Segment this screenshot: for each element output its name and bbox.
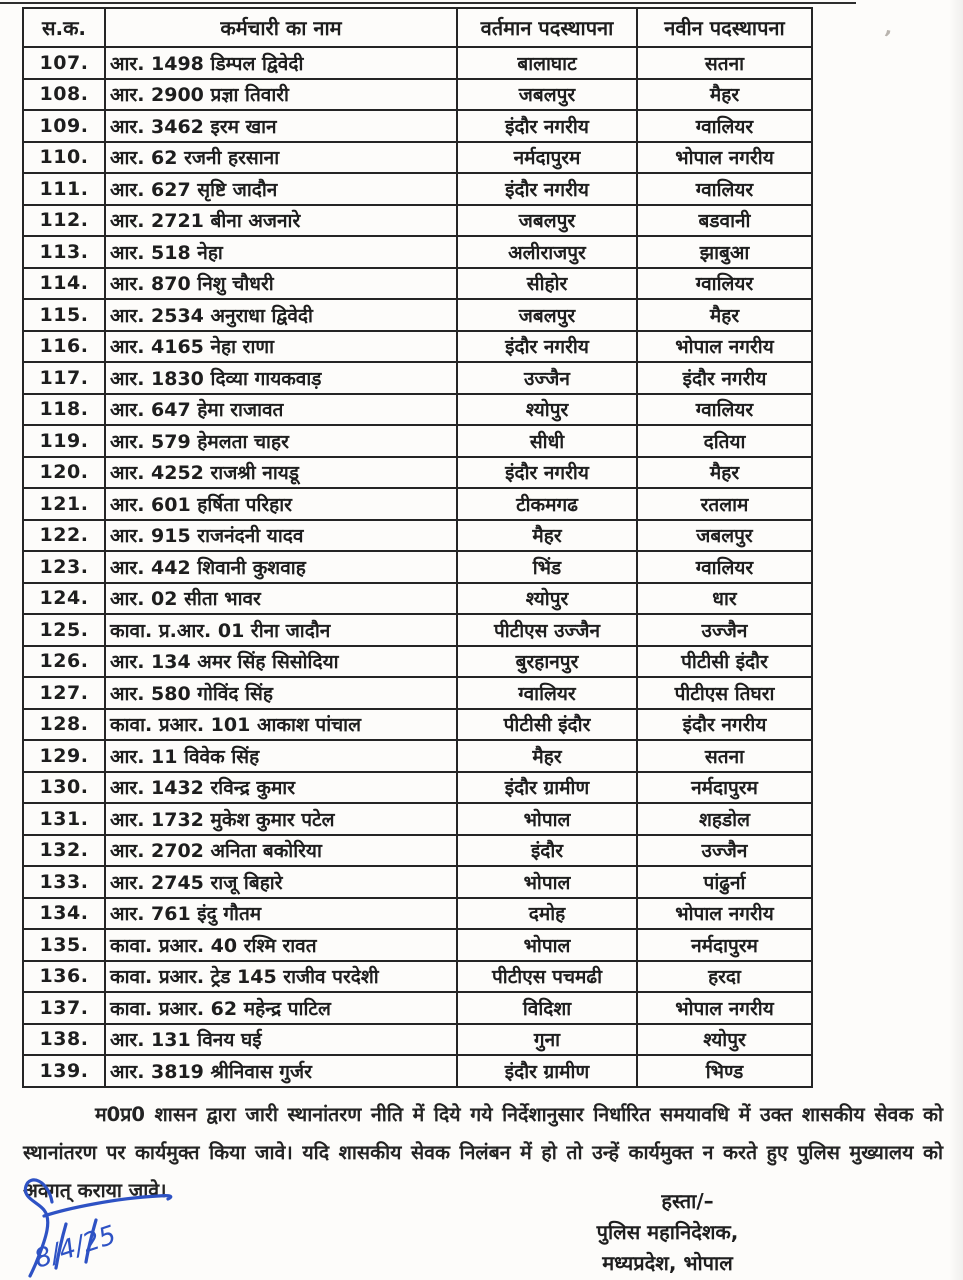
handwritten-date-text: 8/4/25 — [30, 1220, 120, 1275]
cell-new-posting: भोपाल नगरीय — [637, 142, 812, 174]
cell-serial: 118. — [23, 394, 105, 426]
cell-current-posting: विदिशा — [457, 992, 637, 1024]
cell-serial: 123. — [23, 551, 105, 583]
cell-serial: 126. — [23, 646, 105, 678]
table-row — [23, 929, 812, 961]
cell-current-posting: भोपाल — [457, 803, 637, 835]
cell-current-posting: टीकमगढ — [457, 488, 637, 520]
cell-current-posting: इंदौर नगरीय — [457, 457, 637, 489]
cell-new-posting: उज्जैन — [637, 614, 812, 646]
cell-new-posting: ग्वालियर — [637, 110, 812, 142]
table-row — [23, 709, 812, 741]
table-row — [23, 646, 812, 678]
cell-new-posting: श्योपुर — [637, 1024, 812, 1056]
cell-new-posting: शहडोल — [637, 803, 812, 835]
cell-serial: 137. — [23, 992, 105, 1024]
transfer-table — [22, 7, 813, 1088]
table-row — [23, 173, 812, 205]
signature-block — [555, 1186, 780, 1279]
header-current-posting: वर्तमान पदस्थापना — [457, 8, 637, 47]
cell-serial: 122. — [23, 520, 105, 552]
cell-new-posting: भिण्ड — [637, 1055, 812, 1087]
cell-new-posting: धार — [637, 583, 812, 615]
table-body — [23, 47, 812, 1087]
cell-serial: 125. — [23, 614, 105, 646]
cell-employee-name: आर. 11 विवेक सिंह — [105, 740, 457, 772]
cell-new-posting: पीटीएस तिघरा — [637, 677, 812, 709]
cell-serial: 114. — [23, 268, 105, 300]
table-row — [23, 362, 812, 394]
cell-serial: 107. — [23, 47, 105, 79]
cell-new-posting: बडवानी — [637, 205, 812, 237]
cell-serial: 115. — [23, 299, 105, 331]
cell-current-posting: जबलपुर — [457, 205, 637, 237]
cell-current-posting: भिंड — [457, 551, 637, 583]
cell-current-posting: भोपाल — [457, 929, 637, 961]
handwritten-signature — [8, 1172, 248, 1280]
cell-current-posting: इंदौर नगरीय — [457, 173, 637, 205]
header-new-posting: नवीन पदस्थापना — [637, 8, 812, 47]
cell-serial: 134. — [23, 898, 105, 930]
cell-employee-name: आर. 131 विनय घई — [105, 1024, 457, 1056]
table-row — [23, 299, 812, 331]
table-row — [23, 457, 812, 489]
table-row — [23, 488, 812, 520]
scan-top-line — [0, 2, 856, 4]
cell-current-posting: इंदौर ग्रामीण — [457, 1055, 637, 1087]
cell-current-posting: इंदौर ग्रामीण — [457, 772, 637, 804]
cell-current-posting: जबलपुर — [457, 79, 637, 111]
cell-current-posting: पीटीसी इंदौर — [457, 709, 637, 741]
cell-serial: 136. — [23, 961, 105, 993]
cell-new-posting: झाबुआ — [637, 236, 812, 268]
cell-serial: 128. — [23, 709, 105, 741]
table-row — [23, 961, 812, 993]
cell-current-posting: दमोह — [457, 898, 637, 930]
header-employee-name: कर्मचारी का नाम — [105, 8, 457, 47]
signatory-title: पुलिस महानिदेशक, — [596, 1220, 739, 1244]
cell-employee-name: आर. 2702 अनिता बकोरिया — [105, 835, 457, 867]
table-row — [23, 898, 812, 930]
cell-new-posting: मैहर — [637, 457, 812, 489]
cell-employee-name: आर. 2721 बीना अजनारे — [105, 205, 457, 237]
table-header-row — [23, 8, 812, 47]
cell-employee-name: आर. 1498 डिम्पल द्विवेदी — [105, 47, 457, 79]
signature-label: हस्ता/– — [661, 1189, 714, 1213]
table-row — [23, 394, 812, 426]
cell-employee-name: आर. 3462 इरम खान — [105, 110, 457, 142]
cell-current-posting: बालाघाट — [457, 47, 637, 79]
table-row — [23, 677, 812, 709]
table-row — [23, 772, 812, 804]
table-row — [23, 236, 812, 268]
table-row — [23, 992, 812, 1024]
cell-new-posting: दतिया — [637, 425, 812, 457]
cell-new-posting: इंदौर नगरीय — [637, 362, 812, 394]
cell-serial: 121. — [23, 488, 105, 520]
cell-employee-name: आर. 442 शिवानी कुशवाह — [105, 551, 457, 583]
cell-employee-name: आर. 1830 दिव्या गायकवाड़ — [105, 362, 457, 394]
cell-new-posting: भोपाल नगरीय — [637, 898, 812, 930]
scan-stray-mark: ’ — [880, 25, 894, 51]
cell-new-posting: भोपाल नगरीय — [637, 992, 812, 1024]
cell-current-posting: ग्वालियर — [457, 677, 637, 709]
cell-serial: 129. — [23, 740, 105, 772]
cell-serial: 120. — [23, 457, 105, 489]
table-row — [23, 803, 812, 835]
cell-current-posting: सीहोर — [457, 268, 637, 300]
table-row — [23, 1055, 812, 1087]
cell-serial: 109. — [23, 110, 105, 142]
table-row — [23, 740, 812, 772]
table-row — [23, 110, 812, 142]
cell-current-posting: बुरहानपुर — [457, 646, 637, 678]
table-row — [23, 331, 812, 363]
cell-serial: 135. — [23, 929, 105, 961]
cell-employee-name: कावा. प्र.आर. 01 रीना जादौन — [105, 614, 457, 646]
cell-employee-name: कावा. प्रआर. 101 आकाश पांचाल — [105, 709, 457, 741]
cell-new-posting: इंदौर नगरीय — [637, 709, 812, 741]
cell-employee-name: आर. 1432 रविन्द्र कुमार — [105, 772, 457, 804]
cell-employee-name: आर. 134 अमर सिंह सिसोदिया — [105, 646, 457, 678]
table-row — [23, 1024, 812, 1056]
table-row — [23, 47, 812, 79]
cell-new-posting: ग्वालियर — [637, 173, 812, 205]
cell-current-posting: अलीराजपुर — [457, 236, 637, 268]
signatory-location: मध्यप्रदेश, भोपाल — [602, 1251, 733, 1275]
cell-serial: 124. — [23, 583, 105, 615]
cell-new-posting: नर्मदापुरम — [637, 929, 812, 961]
cell-employee-name: आर. 761 इंदु गौतम — [105, 898, 457, 930]
table-row — [23, 866, 812, 898]
cell-employee-name: आर. 1732 मुकेश कुमार पटेल — [105, 803, 457, 835]
cell-employee-name: आर. 627 सृष्टि जादौन — [105, 173, 457, 205]
cell-current-posting: उज्जैन — [457, 362, 637, 394]
cell-current-posting: इंदौर नगरीय — [457, 331, 637, 363]
cell-employee-name: आर. 579 हेमलता चाहर — [105, 425, 457, 457]
cell-serial: 113. — [23, 236, 105, 268]
table-row — [23, 205, 812, 237]
cell-new-posting: पीटीसी इंदौर — [637, 646, 812, 678]
cell-employee-name: आर. 870 निशु चौधरी — [105, 268, 457, 300]
cell-serial: 117. — [23, 362, 105, 394]
cell-serial: 138. — [23, 1024, 105, 1056]
cell-new-posting: सतना — [637, 740, 812, 772]
table-row — [23, 551, 812, 583]
cell-new-posting: ग्वालियर — [637, 394, 812, 426]
cell-new-posting: भोपाल नगरीय — [637, 331, 812, 363]
cell-new-posting: जबलपुर — [637, 520, 812, 552]
cell-current-posting: सीधी — [457, 425, 637, 457]
cell-current-posting: पीटीएस पचमढी — [457, 961, 637, 993]
cell-new-posting: उज्जैन — [637, 835, 812, 867]
cell-current-posting: जबलपुर — [457, 299, 637, 331]
cell-employee-name: आर. 2534 अनुराधा द्विवेदी — [105, 299, 457, 331]
cell-new-posting: मैहर — [637, 79, 812, 111]
cell-serial: 116. — [23, 331, 105, 363]
cell-employee-name: आर. 580 गोविंद सिंह — [105, 677, 457, 709]
table-row — [23, 614, 812, 646]
cell-employee-name: आर. 4252 राजश्री नायडू — [105, 457, 457, 489]
release-instruction-paragraph: म0प्र0 शासन द्वारा जारी स्थानांतरण नीति में दिये गये निर्देशानुसार निर्धारित समयावधि में उक्त शासकीय सेवक को स्थानांतरण पर कार्यमुक्त किया जावे। यदि शासकीय सेवक निलंबन में हो तो उन्हें कार्यमुक्त न करते हुए पुलिस मुख्यालय को अवगत् कराया जावे। — [23, 1103, 943, 1202]
cell-current-posting: गुना — [457, 1024, 637, 1056]
cell-current-posting: मैहर — [457, 520, 637, 552]
cell-current-posting: नर्मदापुरम — [457, 142, 637, 174]
cell-current-posting: इंदौर नगरीय — [457, 110, 637, 142]
cell-serial: 133. — [23, 866, 105, 898]
cell-current-posting: भोपाल — [457, 866, 637, 898]
cell-serial: 131. — [23, 803, 105, 835]
header-serial: स.क. — [23, 8, 105, 47]
cell-employee-name: आर. 62 रजनी हरसाना — [105, 142, 457, 174]
cell-employee-name: आर. 601 हर्षिता परिहार — [105, 488, 457, 520]
table-row — [23, 835, 812, 867]
cell-new-posting: रतलाम — [637, 488, 812, 520]
cell-new-posting: ग्वालियर — [637, 268, 812, 300]
cell-employee-name: आर. 4165 नेहा राणा — [105, 331, 457, 363]
cell-current-posting: मैहर — [457, 740, 637, 772]
cell-current-posting: इंदौर — [457, 835, 637, 867]
table-row — [23, 425, 812, 457]
cell-employee-name: आर. 2745 राजू बिहारे — [105, 866, 457, 898]
cell-serial: 112. — [23, 205, 105, 237]
cell-new-posting: हरदा — [637, 961, 812, 993]
cell-serial: 139. — [23, 1055, 105, 1087]
cell-employee-name: आर. 915 राजनंदनी यादव — [105, 520, 457, 552]
table-row — [23, 583, 812, 615]
cell-serial: 127. — [23, 677, 105, 709]
cell-employee-name: आर. 3819 श्रीनिवास गुर्जर — [105, 1055, 457, 1087]
cell-serial: 110. — [23, 142, 105, 174]
cell-new-posting: ग्वालियर — [637, 551, 812, 583]
cell-current-posting: श्योपुर — [457, 394, 637, 426]
cell-employee-name: आर. 2900 प्रज्ञा तिवारी — [105, 79, 457, 111]
table-row — [23, 79, 812, 111]
cell-new-posting: सतना — [637, 47, 812, 79]
cell-serial: 132. — [23, 835, 105, 867]
cell-serial: 108. — [23, 79, 105, 111]
cell-employee-name: आर. 518 नेहा — [105, 236, 457, 268]
cell-serial: 130. — [23, 772, 105, 804]
cell-employee-name: आर. 02 सीता भावर — [105, 583, 457, 615]
cell-current-posting: पीटीएस उज्जैन — [457, 614, 637, 646]
table-row — [23, 268, 812, 300]
cell-serial: 119. — [23, 425, 105, 457]
cell-employee-name: कावा. प्रआर. 62 महेन्द्र पाटिल — [105, 992, 457, 1024]
cell-new-posting: मैहर — [637, 299, 812, 331]
cell-employee-name: आर. 647 हेमा राजावत — [105, 394, 457, 426]
table-row — [23, 520, 812, 552]
cell-current-posting: श्योपुर — [457, 583, 637, 615]
cell-serial: 111. — [23, 173, 105, 205]
table-row — [23, 142, 812, 174]
cell-employee-name: कावा. प्रआर. ट्रेड 145 राजीव परदेशी — [105, 961, 457, 993]
cell-employee-name: कावा. प्रआर. 40 रश्मि रावत — [105, 929, 457, 961]
cell-new-posting: पांढुर्ना — [637, 866, 812, 898]
cell-new-posting: नर्मदापुरम — [637, 772, 812, 804]
